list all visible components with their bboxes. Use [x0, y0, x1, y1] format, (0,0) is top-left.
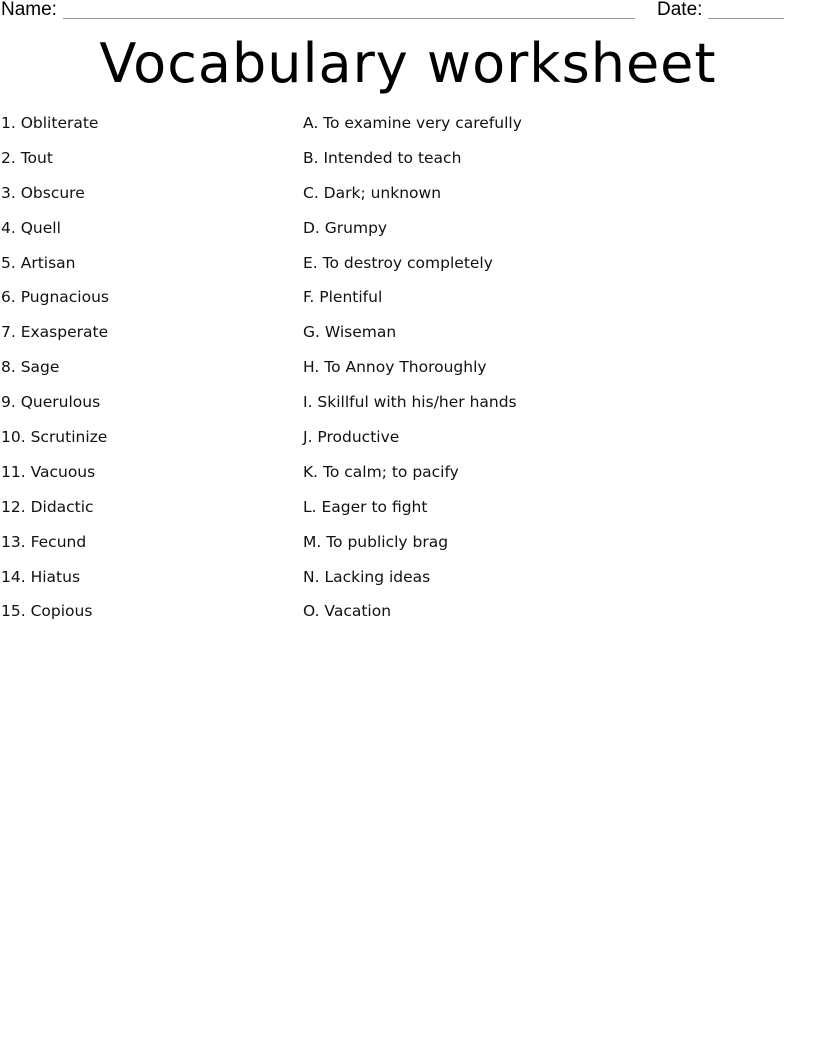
term-item: 13. Fecund — [1, 532, 87, 551]
term-item: 14. Hiatus — [1, 567, 81, 586]
definition-item: M. To publicly brag — [303, 532, 449, 551]
definition-item: N. Lacking ideas — [303, 567, 431, 586]
definition-item: B. Intended to teach — [303, 148, 462, 167]
definition-item: F. Plentiful — [303, 288, 383, 307]
term-item: 11. Vacuous — [1, 462, 96, 481]
definition-item: J. Productive — [303, 428, 400, 447]
name-label: Name: — [1, 0, 57, 20]
definition-item: E. To destroy completely — [303, 253, 493, 272]
term-item: 2. Tout — [1, 148, 53, 167]
definition-item: G. Wiseman — [303, 323, 397, 342]
term-item: 10. Scrutinize — [1, 428, 108, 447]
term-item: 7. Exasperate — [1, 323, 109, 342]
terms-list — [1, 113, 109, 636]
date-label: Date: — [657, 0, 703, 20]
definition-item: C. Dark; unknown — [303, 183, 442, 202]
term-item: 6. Pugnacious — [1, 288, 109, 307]
definition-item: O. Vacation — [303, 602, 392, 621]
term-item: 5. Artisan — [1, 253, 76, 272]
definition-item: L. Eager to fight — [303, 497, 428, 516]
definitions-list — [303, 113, 522, 636]
date-blank-line[interactable] — [708, 18, 784, 19]
definition-item: K. To calm; to pacify — [303, 462, 459, 481]
term-item: 9. Querulous — [1, 393, 101, 412]
worksheet-title: Vocabulary worksheet — [99, 32, 717, 95]
definition-item: H. To Annoy Thoroughly — [303, 358, 487, 377]
term-item: 4. Quell — [1, 218, 61, 237]
definition-item: A. To examine very carefully — [303, 114, 522, 132]
term-item: 15. Copious — [1, 602, 93, 621]
definition-item: I. Skillful with his/her hands — [303, 393, 517, 412]
worksheet-header — [0, 0, 816, 24]
term-item: 12. Didactic — [1, 497, 94, 516]
term-item: 3. Obscure — [1, 183, 85, 202]
name-blank-line[interactable] — [63, 18, 635, 19]
definition-item: D. Grumpy — [303, 218, 388, 237]
term-item: 8. Sage — [1, 358, 60, 377]
term-item: 1. Obliterate — [1, 114, 99, 132]
